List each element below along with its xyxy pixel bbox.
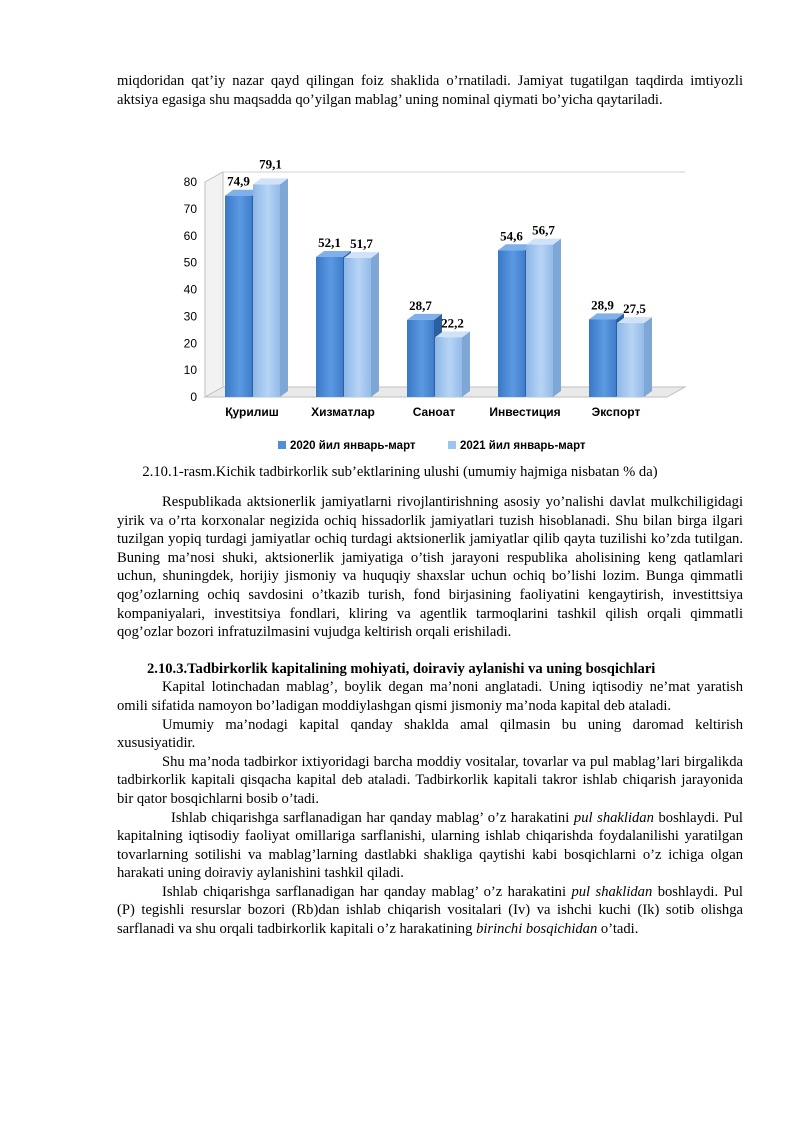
paragraph-3: Umumiy ma’nodagi kapital qanday shaklda amal qilmasin bu uning daromad keltirish xususiyatidir. xyxy=(117,716,743,752)
bar-side xyxy=(371,252,379,397)
bar xyxy=(498,250,525,397)
paragraph-6-text-a: Ishlab chiqarishga sarflanadigan har qanday mablag’ o’z harakatini xyxy=(162,883,572,900)
paragraph-5-text-a: Ishlab chiqarishga sarflanadigan har qanday mablag’ o’z harakatini xyxy=(171,809,574,826)
bar xyxy=(407,320,434,397)
paragraph-6 xyxy=(117,883,743,939)
bar-side xyxy=(462,331,470,397)
top-paragraph-block xyxy=(117,72,743,109)
bar-chart xyxy=(160,148,720,459)
data-label: 27,5 xyxy=(623,301,646,317)
paragraph-2: Kapital lotinchadan mablag’, boylik degan ma’noni anglatadi. Uning iqtisodiy ne’mat yaratish omili sifatida namoyon bo’ladigan moddiylashgan qismi jismoniy ma’noda kapital deb ataladi. xyxy=(117,679,743,714)
y-tick-label: 70 xyxy=(183,201,197,216)
data-label: 28,9 xyxy=(591,297,614,313)
y-tick-label: 10 xyxy=(183,363,197,378)
legend-swatch xyxy=(448,441,456,449)
y-tick-label: 40 xyxy=(183,282,197,297)
data-label: 54,6 xyxy=(500,228,523,244)
category-label: Хизматлар xyxy=(311,405,375,419)
legend-label: 2020 йил январь-март xyxy=(290,440,416,452)
y-tick-label: 0 xyxy=(190,390,197,404)
bar xyxy=(344,258,371,397)
y-tick-label: 20 xyxy=(183,336,197,351)
bar xyxy=(526,245,553,397)
category-label: Қурилиш xyxy=(225,405,279,419)
paragraph-6-emphasis-2: birinchi bosqichidan xyxy=(476,921,598,938)
top-paragraph: miqdoridan qat’iy nazar qayd qilingan foiz shaklida o’rnatiladi. Jamiyat tugatilgan taqdirda imtiyozli aktsiya egasiga shu maqsadda qo’yilgan mablag’ uning nominal qiymati bo’yicha qaytariladi. xyxy=(117,73,743,108)
paragraph-6-emphasis-1: pul shaklidan xyxy=(571,883,653,900)
category-label: Экспорт xyxy=(591,405,641,419)
bar xyxy=(225,196,252,397)
category-label: Инвестиция xyxy=(489,405,561,419)
paragraph-5 xyxy=(117,809,743,883)
data-label: 52,1 xyxy=(318,234,341,250)
bar-side xyxy=(280,178,288,397)
bar xyxy=(435,337,462,397)
chart-side-wall xyxy=(205,172,223,397)
data-label: 74,9 xyxy=(227,173,250,189)
legend-label: 2021 йил январь-март xyxy=(460,440,586,452)
bar xyxy=(617,323,644,397)
paragraph-6-text-c: o’tadi. xyxy=(597,921,639,938)
y-tick-label: 80 xyxy=(183,175,197,189)
body-text xyxy=(117,493,743,939)
category-label: Саноат xyxy=(412,405,456,419)
chart-svg xyxy=(160,148,720,454)
spacer xyxy=(117,642,743,660)
data-label: 79,1 xyxy=(259,156,282,172)
paragraph-1: Respublikada aktsionerlik jamiyatlarni rivojlantirishning asosiy yo’nalishi davlat mulkchiligidagi yirik va o’rta korxonalar negizida ochiq hissadorlik jamiyatlari tuzish hisoblanadi. Shu bilan birga ilgari tuzilgan yopiq turdagi jamiyatlar ochiq turdagi aktsionerlik jamiyatlar qilib qayta tuzilishi ko’zda tutilgan. Buning ma’nosi shuki, aktsionerlik jamiyatiga o’tish jarayoni respublika aholisining keng qatlamlari uchun, shuningdek, horijiy jismoniy va huquqiy shaxslar uchun ochiq bo’lishi lozim. Bunga qimmatli qog’ozlarning ochiq savdosini o’tkazib turish, fond birjasining faoliyatini kengaytirish, investittsiya kompaniyalari, investitsiya fondlari, kliring va agentlik tarmoqlarini tashkil qilish orqali qimmatli qog’ozlar bozori infratuzilmasini vujudga keltirish orqali erishiladi. xyxy=(117,494,743,641)
section-heading: 2.10.3.Tadbirkorlik kapitalining mohiyati, doiraviy aylanishi va uning bosqichlari xyxy=(147,660,656,677)
data-label: 51,7 xyxy=(350,236,373,252)
paragraph-6-text-b: boshlaydi. Pul (P) tegishli resurslar bozori (Rb)dan ishlab chiqarish vositalari (Iv) va ishchi kuchi (Ik) sotib olishga sarflanadi va shu orqali tadbirkorlik kapitali o’z harakatining xyxy=(117,883,743,938)
paragraph-4: Shu ma’noda tadbirkor ixtiyoridagi barcha moddiy vositalar, tovarlar va pul mablag’lari birgalikda tadbirkorlik kapitali qisqacha kapital deb ataladi. Tadbirkorlik kapitali takror ishlab chiqarish jarayonida bir qator bosqichlarni bosib o’tadi. xyxy=(117,753,743,807)
y-tick-label: 30 xyxy=(183,309,197,324)
bar xyxy=(589,319,616,397)
bar xyxy=(253,184,280,397)
paragraph-5-text-b: boshlaydi. Pul kapitalning iqtisodiy faoliyat omillariga sarflanishi, ularning ishlab chiqarishda foydalanilishi yaratilgan tovarlarning sotilishi va mablag’larning dastlabki shakliga qaytishi kabi bosqichlarni o’z ichiga olgan harakati uning doiraviy aylanishini tashkil qiladi. xyxy=(117,809,743,882)
legend-swatch xyxy=(278,441,286,449)
paragraph-5-emphasis: pul shaklidan xyxy=(573,809,654,826)
figure-caption: 2.10.1-rasm.Kichik tadbirkorlik sub’ektlarining ulushi (umumiy hajmiga nisbatan % da) xyxy=(142,464,658,480)
y-tick-label: 50 xyxy=(183,255,197,270)
data-label: 28,7 xyxy=(409,297,432,313)
data-label: 56,7 xyxy=(532,222,555,238)
y-tick-label: 60 xyxy=(183,228,197,243)
bar-side xyxy=(644,317,652,397)
data-label: 22,2 xyxy=(441,315,464,331)
bar xyxy=(316,257,343,397)
bar-side xyxy=(553,239,561,397)
